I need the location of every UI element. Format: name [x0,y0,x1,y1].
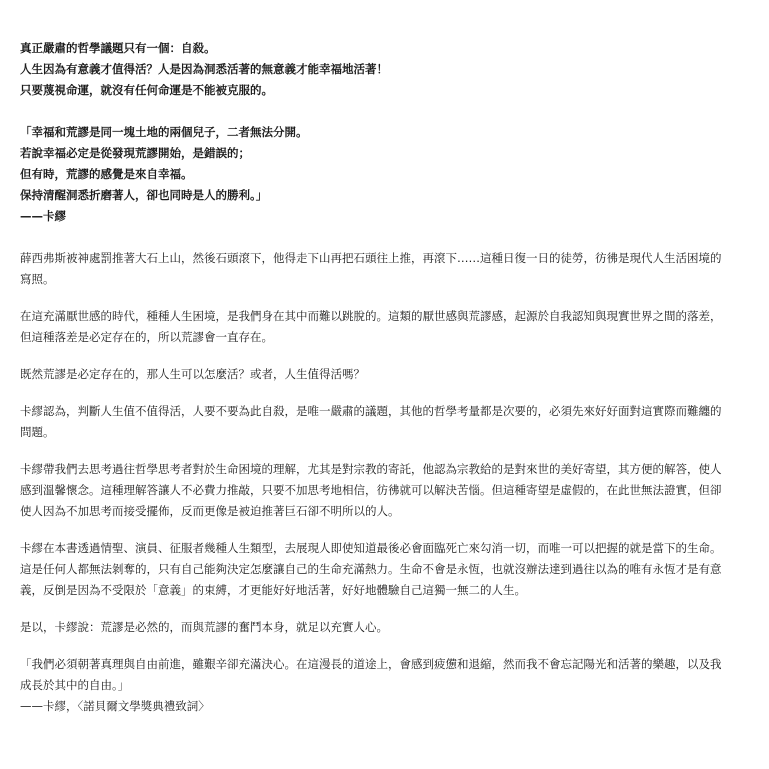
quote-attribution: ——卡繆 [20,209,66,223]
quote-line: 但有時，荒謬的感覺是來自幸福。 [20,167,193,181]
quote-block-absurd-happiness [20,122,729,227]
paragraph-world-weariness: 在這充滿厭世感的時代，種種人生困境，是我們身在其中而難以跳脫的。這類的厭世感與荒謬感，起源於自我認知與現實世界之間的落差，但這種落差是必定存在的，所以荒謬會一直存在。 [20,309,722,344]
intro-block [20,38,729,101]
intro-line: 只要蔑視命運，就沒有任何命運是不能被克服的。 [20,83,273,97]
intro-line: 真正嚴肅的哲學議題只有一個：自殺。 [20,41,216,55]
paragraph-sisyphus: 薛西弗斯被神處罰推著大石上山，然後石頭滾下，他得走下山再把石頭往上推，再滾下……這種日復一日的徒勞，彷彿是現代人生活困境的寫照。 [20,251,722,286]
intro-line: 人生因為有意義才值得活？人是因為洞悉活著的無意義才能幸福地活著！ [20,62,388,76]
paragraph-question: 既然荒謬是必定存在的，那人生可以怎麼活？或者，人生值得活嗎？ [20,367,365,381]
paragraph-serious-issue: 卡繆認為，判斷人生值不值得活，人要不要為此自殺，是唯一嚴肅的議題，其他的哲學考量都是次要的，必須先來好好面對這實際而難纏的問題。 [20,404,722,439]
quote-line: 保持清醒洞悉折磨著人，卻也同時是人的勝利。」 [20,188,268,202]
paragraph-religion: 卡繆帶我們去思考過往哲學思考者對於生命困境的理解，尤其是對宗教的寄託，他認為宗教給的是對來世的美好寄望，其方便的解答，使人感到溫馨懷念。這種理解答讓人不必費力推敲，只要不加思考地相信，彷彿就可以解決苦惱。但這種寄望是虛假的，在此世無法證實，但卻使人因為不加思考而接受擺佈，反而更像是被迫推著巨石卻不明所以的人。 [20,462,722,518]
paragraph-conclusion: 是以，卡繆說：荒謬是必然的，而與荒謬的奮鬥本身，就足以充實人心。 [20,620,388,634]
quote-nobel-speech: 「我們必須朝著真理與自由前進，雖艱辛卻充滿決心。在這漫長的道途上，會感到疲憊和退縮，然而我不會忘記陽光和活著的樂趣，以及我成長於其中的自由。」 [20,657,722,692]
quote-nobel-attribution: ——卡繆，〈諾貝爾文學獎典禮致詞〉 [20,699,210,713]
quote-line: 「幸福和荒謬是同一塊土地的兩個兒子，二者無法分開。 [20,125,308,139]
quote-line: 若說幸福必定是從發現荒謬開始，是錯誤的； [20,146,250,160]
paragraph-life-types: 卡繆在本書透過情聖、演員、征服者幾種人生類型，去展現人即使知道最後必會面臨死亡來勾消一切，而唯一可以把握的就是當下的生命。這是任何人都無法剝奪的，只有自己能夠決定怎麼讓自己的生命充滿熱力。生命不會是永恆，也就沒辦法達到過往以為的唯有永恆才是有意義，反倒是因為不受限於「意義」的束縛，才更能好好地活著，好好地體驗自己這獨一無二的人生。 [20,541,722,597]
